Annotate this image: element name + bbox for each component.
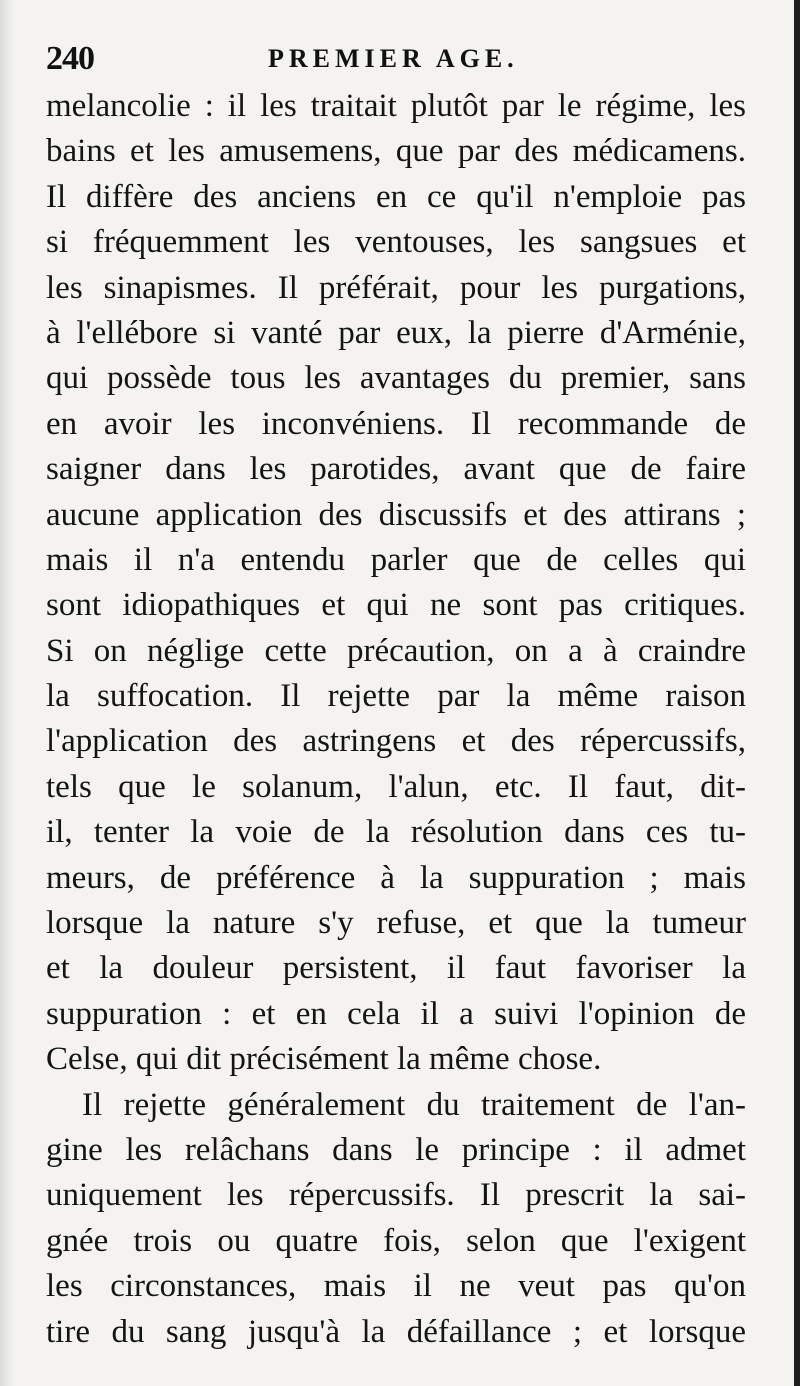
running-header	[46, 38, 746, 78]
text-line: melancolie : il les traitait plutôt par le régime, les	[46, 88, 746, 124]
text-line: la suffocation. Il rejette par la même raison	[46, 678, 746, 715]
text-line: sont idiopathiques et qui ne sont pas critiques.	[46, 587, 746, 624]
text-line: qui possède tous les avantages du premier, sans	[46, 360, 746, 397]
text-line: Celse, qui dit précisément la même chose.	[46, 1041, 602, 1078]
text-line: gnée trois ou quatre fois, selon que l'exigent	[46, 1222, 746, 1259]
paragraph-2	[46, 1083, 746, 1355]
text-line: à l'ellébore si vanté par eux, la pierre d'Arménie,	[46, 314, 746, 351]
text-line: Si on néglige cette précaution, on a à craindre	[46, 632, 746, 669]
text-line: il, tenter la voie de la résolution dans ces tu-	[46, 814, 746, 851]
text-line: lorsque la nature s'y refuse, et que la tumeur	[46, 905, 746, 942]
text-line: et la douleur persistent, il faut favoriser la	[46, 950, 746, 987]
text-line: uniquement les répercussifs. Il prescrit la sai-	[46, 1177, 746, 1214]
page-number: 240	[46, 40, 94, 77]
text-line: aucune application des discussifs et des attirans ;	[46, 496, 746, 533]
text-line: bains et les amusemens, que par des médicamens.	[46, 133, 746, 170]
text-line: gine les relâchans dans le principe : il admet	[46, 1131, 746, 1168]
paragraph-1	[46, 84, 746, 1083]
page-edge-shadow	[0, 0, 14, 1386]
running-title: PREMIER AGE.	[268, 44, 519, 73]
text-line: en avoir les inconvéniens. Il recommande de	[46, 405, 746, 442]
text-line: Il rejette généralement du traitement de l'an-	[82, 1086, 746, 1123]
text-line: suppuration : et en cela il a suivi l'opinion de	[46, 995, 746, 1032]
text-line: meurs, de préférence à la suppuration ; mais	[46, 859, 746, 896]
text-line: tire du sang jusqu'à la défaillance ; et lorsque	[46, 1313, 746, 1350]
text-line: mais il n'a entendu parler que de celles qui	[46, 541, 746, 578]
text-line: tels que le solanum, l'alun, etc. Il faut, dit-	[46, 768, 746, 805]
text-line: si fréquemment les ventouses, les sangsues et	[46, 224, 746, 261]
body-text	[46, 84, 746, 1355]
text-line: saigner dans les parotides, avant que de faire	[46, 451, 746, 488]
text-line: les sinapismes. Il préférait, pour les purgations,	[46, 269, 746, 306]
text-line: Il diffère des anciens en ce qu'il n'emploie pas	[46, 178, 746, 215]
text-line: l'application des astringens et des répercussifs,	[46, 723, 746, 760]
text-line: les circonstances, mais il ne veut pas qu'on	[46, 1268, 746, 1305]
